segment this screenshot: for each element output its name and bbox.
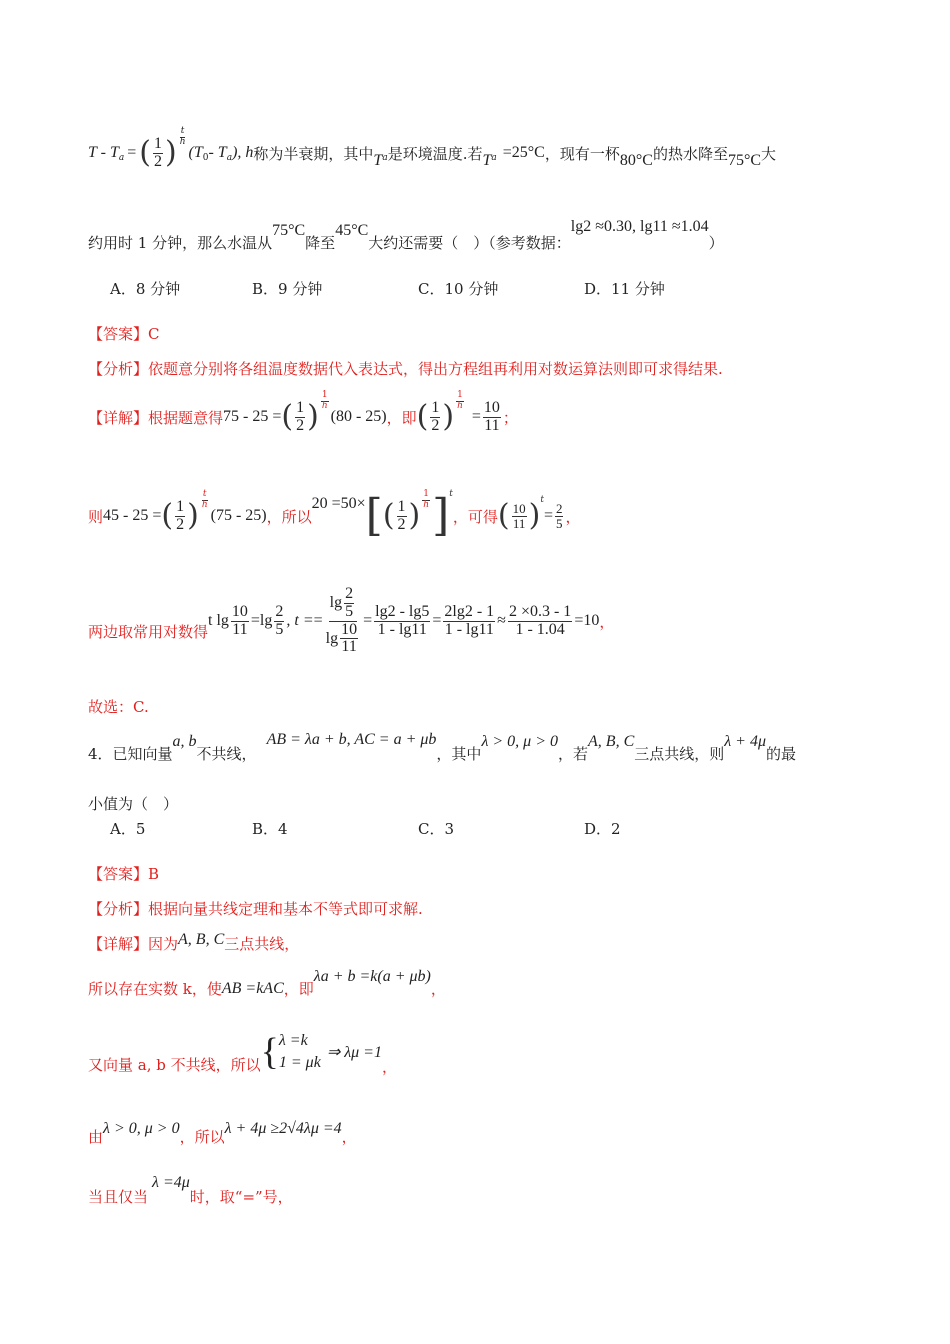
math: 45°C [335, 221, 369, 239]
exponent: $\frac{1}{h}$ [457, 390, 463, 411]
text: 时，取“=”号， [189, 1188, 293, 1206]
text: 称为半衰期，其中 [253, 144, 374, 163]
text: 则 [88, 507, 104, 526]
text: 大约还需要（ ）（参考数据： [368, 234, 571, 252]
fraction-half: $\frac{1}{2}$ [296, 399, 305, 434]
option-d[interactable]: D．2 [584, 819, 621, 838]
q4-stem-line2 [88, 793, 178, 814]
text: ，所以 [179, 1128, 225, 1146]
detail-label: 【详解】 [88, 935, 149, 953]
text: 三点共线， [224, 935, 300, 953]
math: 45 - 25 = [103, 507, 162, 524]
math: =10 [574, 612, 600, 630]
math: λa + b =k(a + μb) [313, 967, 431, 985]
exponent: $\frac{1}{h}$ [423, 489, 430, 510]
fraction-10-11: $\frac{10}{11}$ [512, 500, 526, 531]
exponent: t [449, 489, 453, 499]
fraction: $\frac{2 \times 0.3 - 1}{1 - 1.04}$ [508, 602, 572, 638]
math: T [373, 152, 383, 170]
analysis-label: 【分析】 [88, 360, 149, 378]
text: 的热水降至 [652, 144, 728, 163]
analysis-text: 依题意分别将各组温度数据代入表达式，得出方程组再利用对数运算法则即可求得结果. [148, 360, 723, 378]
fraction-half: $\frac{1}{2}$ [176, 497, 185, 533]
q3-analysis [88, 358, 723, 379]
math: 80°C [619, 152, 653, 170]
answer-value: B [148, 864, 160, 883]
text: ， [381, 1057, 397, 1076]
text: 三点共线，则 [634, 745, 725, 763]
text: 由 [88, 1128, 104, 1146]
fraction-half: $\frac{1}{2}$ [397, 497, 406, 533]
text: 大 [761, 144, 777, 163]
text: ， [565, 507, 581, 526]
text: 因为 [148, 935, 179, 953]
q4-analysis [88, 898, 423, 919]
exponent: $\frac{t}{h}$ [179, 126, 186, 147]
text: 小值为（ ） [88, 795, 179, 813]
math: 75°C [272, 221, 306, 239]
q4-detail-line2 [88, 967, 446, 999]
analysis-text: 根据向量共线定理和基本不等式即可求解. [148, 900, 423, 918]
text: ，所以 [266, 507, 312, 526]
math: 75°C [727, 152, 762, 170]
sub: a [382, 153, 388, 164]
text: 所以存在实数 k，使 [88, 980, 222, 998]
text: 又向量 a, b 不共线，所以 [88, 1055, 261, 1074]
math: A, B, C [178, 930, 225, 948]
q4-detail-line4 [88, 1118, 357, 1146]
math: t lg [208, 612, 229, 630]
exponent: $\frac{t}{h}$ [201, 489, 208, 510]
fraction-2-5: $\frac{2}{5}$ [555, 500, 563, 531]
text: ，若 [558, 745, 589, 763]
sub: a [491, 153, 497, 164]
answer-label: 【答案】 [88, 325, 149, 343]
q4-stem-line1 [88, 730, 797, 764]
text: 当且仅当 [88, 1188, 149, 1206]
option-b[interactable]: B．9 分钟 [252, 279, 323, 298]
eq: = [127, 144, 137, 162]
math: λ + 4μ [724, 732, 767, 750]
math: (80 - 25) [330, 408, 387, 426]
equation-system: λ =k 1 = μk [278, 1032, 321, 1072]
formula: (T [188, 144, 203, 162]
reference-data: lg2 ≈0.30, lg11 ≈1.04 [570, 217, 709, 235]
eq: = [543, 507, 553, 524]
option-d[interactable]: D．11 分钟 [584, 279, 665, 298]
q3-stem-line1 [88, 126, 777, 171]
math: a, b [172, 732, 197, 750]
fraction-half: $\frac{1}{2}$ [431, 399, 440, 434]
math: λ > 0, μ > 0 [481, 732, 558, 750]
formula: T - T [88, 144, 119, 162]
q3-final [88, 696, 149, 717]
text: ，其中 [436, 745, 482, 763]
eq: = [313, 612, 323, 630]
formula: - T [208, 144, 227, 162]
option-c[interactable]: C．10 分钟 [418, 279, 499, 298]
eq: = [471, 408, 481, 426]
math: λ + 4μ ≥2√4λμ =4 [224, 1119, 342, 1137]
text: ，即 [386, 408, 417, 427]
exponent: t [540, 495, 544, 505]
math: =25°C [502, 144, 545, 162]
eq: = [432, 612, 442, 630]
math: AB = λa + b, AC = a + μb [266, 730, 437, 748]
final-answer: 故选：C. [88, 698, 149, 716]
text: 的最 [766, 745, 797, 763]
math: , t = [286, 612, 314, 630]
math: T [482, 152, 492, 170]
text: 是环境温度.若 [387, 144, 483, 163]
brace: { [260, 1031, 279, 1074]
math: 20 =50× [311, 495, 366, 512]
text: ， [599, 612, 615, 631]
math: 75 - 25 = [223, 408, 282, 426]
text: ，即 [283, 980, 314, 998]
text: 根据题意得 [148, 408, 224, 427]
eq: = [363, 612, 373, 630]
text: ） [708, 234, 724, 252]
fraction-half: $\frac{1}{2}$ [153, 135, 162, 170]
math: λ > 0, μ > 0 [103, 1119, 180, 1137]
math: A, B, C [588, 732, 635, 750]
math: (75 - 25) [210, 507, 267, 524]
fraction-10-11: $\frac{10}{11}$ [483, 399, 500, 434]
analysis-label: 【分析】 [88, 900, 149, 918]
text: 约用时 1 分钟，那么水温从 [88, 234, 273, 252]
fraction: $\frac{2\lg 2 - 1}{1 - \lg 11}$ [444, 602, 495, 638]
text: 降至 [305, 234, 336, 252]
paren: ( [139, 135, 151, 171]
answer-label: 【答案】 [88, 865, 149, 883]
text: ， [341, 1128, 357, 1146]
text: ； [502, 408, 518, 427]
math: =lg [250, 612, 273, 630]
q4-detail-line5 [88, 1172, 293, 1206]
q4-detail-line1 [88, 930, 300, 954]
detail-label: 【详解】 [88, 408, 149, 427]
approx: ≈ [497, 612, 506, 630]
q3-detail-line2: 则 45 - 25 = ( $\frac{1}{2}$ ) $\frac{t}{h}$ (75 - 25) ，所以 20 =50× [ ( $\frac{1}{2}$ ) $\frac{1}{h}$ ] t ，可得 ( $\frac{10}{11}$ ) t = $\frac{2}{5}$ ， [88, 489, 581, 541]
fraction-lg: lg $\frac{2}{5}$ lg $\frac{10}{11}$ [325, 585, 358, 656]
math: ⇒ λμ =1 [326, 1044, 382, 1062]
text: 4．已知向量 [88, 745, 173, 763]
fraction-10-11: $\frac{10}{11}$ [231, 602, 248, 638]
text: 两边取常用对数得 [88, 622, 209, 641]
sub: 0 [202, 153, 209, 164]
q3-detail-line1: 【详解】 根据题意得 75 - 25 = ( $\frac{1}{2}$ ) $\frac{1}{h}$ (80 - 25) ，即 ( $\frac{1}{2}$ ) $\frac{1}{h}$ = $\frac{10}{11}$ ； [88, 390, 518, 435]
formula: ), h [232, 144, 254, 162]
math: λ =4μ [152, 1173, 190, 1191]
q4-answer [88, 863, 159, 884]
sub: a [226, 153, 233, 164]
q4-detail-line3 [88, 1030, 397, 1075]
text: ，现有一杯 [544, 144, 620, 163]
q3-answer [88, 323, 160, 344]
paren: ) [164, 135, 177, 171]
q3-detail-line3 [88, 586, 614, 656]
option-c[interactable]: C．3 [418, 819, 455, 838]
answer-value: C [148, 324, 160, 343]
exponent: $\frac{1}{h}$ [321, 390, 328, 411]
fraction: $\frac{\lg 2 - \lg 5}{1 - \lg 11}$ [375, 602, 430, 638]
math: AB =kAC [221, 979, 284, 997]
q3-stem-line2 [88, 217, 724, 253]
option-b[interactable]: B．4 [252, 819, 288, 838]
option-a[interactable]: A．8 分钟 [110, 279, 181, 298]
text: 不共线， [196, 745, 257, 763]
sub: a [118, 153, 125, 164]
text: ，可得 [452, 507, 498, 526]
text: ， [430, 980, 446, 998]
fraction-2-5: $\frac{2}{5}$ [275, 602, 284, 638]
option-a[interactable]: A．5 [110, 819, 146, 838]
